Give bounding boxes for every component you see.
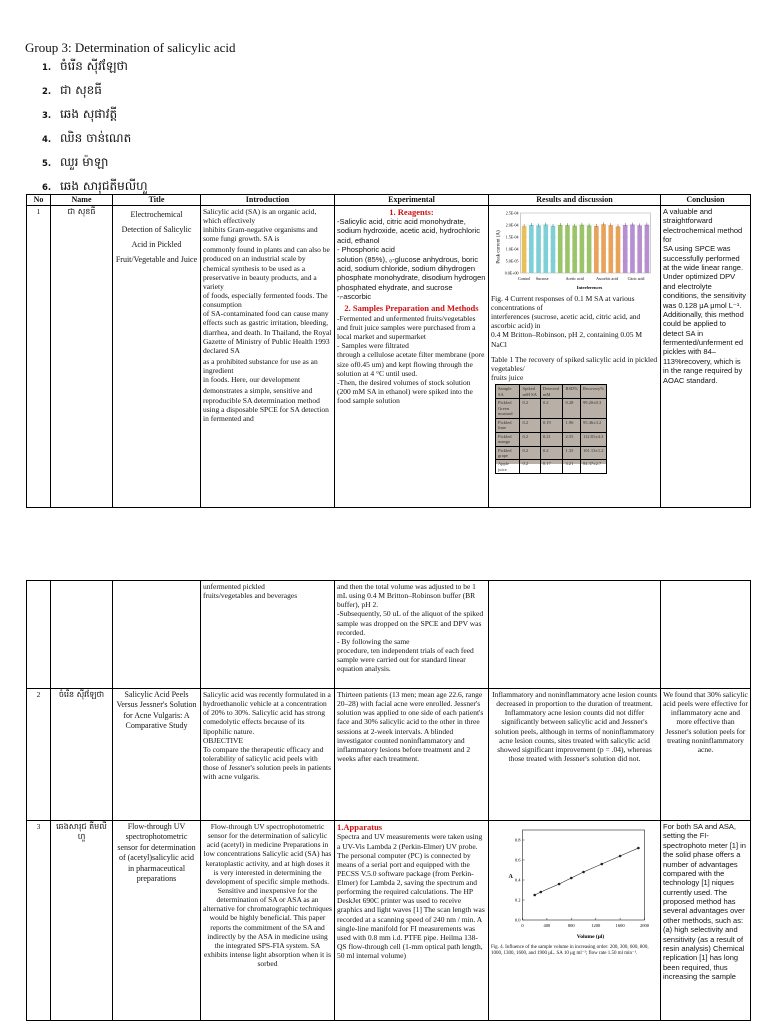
recovery-header: RSD% [563, 385, 581, 399]
paper-title: Electrochemical Detection of Salicylic Acid in Pickled Fruit/Vegetable and Juice [113, 205, 201, 507]
figure-caption: Fig. 4. Influence of the sample volume in increasing order: 200, 300, 600, 800, 1000, 1300, 1600, and 1900 μL. SA 10 μg ml⁻¹; flow rate 1.50 ml min⁻¹. [491, 945, 649, 957]
recovery-table-photo [495, 384, 607, 472]
member-number: 1. [42, 63, 52, 73]
intro-paragraph: commonly found in plants and can also be produced on an industrial scale by chemical synthesis to be used as a preservative in beauty products, and a variety of foods, especially fermented foods. The consumption of SA-contaminated food can cause many effects such as gastric irritation, bleeding, diarrhea, and death. In Thailand, the Royal Gazette of Ministry of Public Health 1993 declared SA [203, 245, 332, 355]
x-tick-label: 1600 [615, 923, 625, 928]
interference-bar-chart [491, 207, 658, 291]
series-line [535, 848, 639, 895]
intro-text: Flow-through UV spectrophotometric sensor for the determination of salicylic acid (acetyl) in medicine Preparations in low concentrations Salicylic acid (SA) has keratoplastic activity, and at high doses it is very interested in determining the development of specific simple methods. Sensitive and inexpensive for the determination of SA or ASA as an alternative for chromatographic techniques would be highly beneficial. This paper reports the commitment of the SA and indirectly by the ASA in medicine using the integrated SPS-FIA system. SA exhibits intense light absorption when it is sorbed [203, 822, 332, 969]
x-tick-label: 800 [567, 923, 575, 928]
member-item [25, 128, 148, 152]
results-cell [489, 689, 661, 821]
member-name: ឆេង សារុជតីមលីហួ [60, 179, 148, 193]
bar [522, 226, 527, 273]
x-group-label: Ascorbic acid [596, 275, 619, 281]
header-no: No [27, 195, 51, 206]
intro-paragraph: Salicylic acid (SA) is an organic acid, which effectively inhibits Gram-negative organisms and some fungi growth. SA is [203, 206, 318, 244]
summary-table-part-2 [26, 580, 751, 1021]
table-caption: Table 1 The recovery of spiked salicylic acid in pickled vegetables/ fruits juice [491, 354, 658, 383]
bar [594, 226, 599, 273]
x-group-label: Acetic acid [565, 275, 584, 281]
experimental-continued: and then the total volume was adjusted to be 1 mL using 0.4 M Britton–Robinson buffer (BR buffer), pH 2. -Subsequently, 50 uL of the aliquot of the spiked sample was dropped on the SPCE and DPV was recorded. - By following the same procedure, ten independent trials of each feed sample were carried out for standard linear equation analysis. [337, 582, 484, 674]
member-name: ឈិន ចាន់ណេត [60, 131, 132, 145]
bar [623, 225, 628, 273]
author-name: ចំរើន ស៊ីវឡែថា [51, 689, 113, 821]
y-tick-label: 2.0E-04 [505, 222, 519, 228]
paper-title: Salicylic Acid Peels Versus Jessner's Solution for Acne Vulgaris: A Comparative Study [113, 689, 201, 821]
y-tick-label: 5.0E-05 [505, 258, 519, 264]
y-tick-label: 0.8 [514, 837, 521, 843]
x-tick-label: 0 [521, 923, 524, 928]
member-number: 5. [42, 159, 52, 169]
plot-frame [523, 830, 645, 920]
bar [637, 225, 642, 273]
methods-text: -Fermented and unfermented fruits/vegetables and fruit juice samples were purchased from a local market and supermarket - Samples were filtrated through a cellulose acetate filter membrane (pore size of0.45 um) and kept flowing through the solution at 4 °C until used. -Then, the desired volumes of stock solution (200 mM SA in ethanol) were spiked into the food sample solution [337, 313, 485, 406]
bar [565, 225, 570, 273]
bar-chart-ylabel: Peak current (A) [496, 230, 502, 264]
recovery-header: Spiked mM SA [520, 385, 540, 399]
intro-continued: unfermented pickled fruits/vegetables and beverages [203, 582, 298, 601]
member-number: 2. [42, 87, 52, 97]
experimental-cell [335, 689, 489, 821]
bar [558, 225, 563, 273]
member-number: 6. [42, 183, 52, 193]
x-tick-label: 2000 [640, 923, 649, 928]
group-title: Group 3: Determination of salicylic acid [25, 40, 236, 55]
recovery-header: Detected mM [540, 385, 563, 399]
bar [551, 226, 556, 273]
table-row [27, 821, 751, 1021]
recovery-row: Pickled mango 0.2 0.21 2.55 112.81±4.3 [496, 432, 607, 446]
line-chart-ylabel: A [508, 874, 513, 880]
member-list [25, 56, 148, 200]
introduction-cell [201, 821, 335, 1021]
bar [616, 226, 621, 273]
experimental-text: Spectra and UV measurements were taken using a UV-Vis Lambda 2 (Perkin-Elmer) UV probe. The personal computer (PC) is connected by means of a serial port and equipped with the PECSS V.5.0 software package (from Perkin-Elmer) for Lambda 2, saving the spectrum and performing the required calculations. The HP DeskJet 690C printer was used to receive graphics and light waves [1] The scan length was recorded at a scanning speed of 240 nm / min. A single-line manifold for FI measurements was used with 0.8 mm i.d. PTFE pipe. Heilma 138-QS flow-through cell (1-mm optical path length, 50 ml internal volume) [337, 832, 485, 961]
bar [608, 225, 613, 273]
x-group-label: Control [517, 275, 531, 281]
header-conclusion: Conclusion [661, 195, 751, 206]
results-cell [489, 821, 661, 1021]
table-header-row [27, 195, 751, 206]
bar [536, 225, 541, 273]
row-number: 1 [27, 205, 51, 507]
experimental-cell [335, 581, 489, 689]
recovery-row: Pickled grape 0.2 0.2 1.35 101.13±1.2 [496, 446, 607, 460]
experimental-text: Thirteen patients (13 men; mean age 22.6, range 20–28) with facial acne were enrolled. Jessner's solution was applied to one side of each patient's face and 30% salicylic acid to the other in three sessions at 2-week intervals. A blinded investigator counted noninflammatory and inflammatory lesions before treatment and 2 weeks after each treatment. [337, 690, 484, 763]
recovery-row: Pickled lime 0.2 0.19 1.96 95.46±3.2 [496, 418, 607, 432]
member-item [25, 56, 148, 80]
summary-table-part-1 [26, 194, 751, 508]
x-group-label: Sucrose [535, 275, 549, 281]
header-introduction: Introduction [201, 195, 335, 206]
y-tick-label: 0.2 [514, 897, 521, 903]
y-tick-label: 1.0E-04 [505, 246, 519, 252]
recovery-header: Sample SA [496, 385, 520, 399]
table-row-continued [27, 581, 751, 689]
conclusion-cell [661, 205, 751, 507]
results-text: Inflammatory and noninflammatory acne lesion counts decreased in proportion to the duration of treatment. Inflammatory acne lesion counts did not differ significantly between salicylic acid and Jessner's solution peels, although in terms of noninflammatory acne lesion counts, sites treated with salicylic acid showed significant improvement (p = .04), whereas those treated with Jessner's solution did not. [492, 690, 657, 763]
member-name: ចំរើន ស៊ីវឡែថា [60, 59, 128, 73]
introduction-cell [201, 581, 335, 689]
intro-paragraph: as a prohibited substance for use as an ingredient in foods. Here, our development [203, 357, 318, 385]
volume-absorbance-chart [491, 822, 658, 942]
member-item [25, 104, 148, 128]
reagents-text: -Salicylic acid, citric acid monohydrate, sodium hydroxide, acetic acid, hydrochloric acid, ethanol - Phosphoric acid solution (85%), ₀-glucose anhydrous, boric acid, sodium chloride, sodium dihydrogen phosphate monohydrate, disodium hydrogen phosphated ehydrate, and sucrose -ₗ-ascorbic [337, 217, 486, 302]
member-item [25, 152, 148, 176]
introduction-cell [201, 689, 335, 821]
reagents-heading: 1. Reagents: [389, 206, 434, 217]
x-tick-label: 400 [543, 923, 551, 928]
bar [587, 225, 592, 273]
bar [572, 225, 577, 272]
bar [529, 225, 534, 273]
data-point [558, 883, 561, 886]
bar [630, 224, 635, 272]
author-name: ឆេងសារុជ តីមលី ហួ [51, 821, 113, 1021]
conclusion-text: For both SA and ASA, setting the FI-spectrophoto meter [1] in the solid phase offers a number of advantages compared with the technology [1] niques currently used. The proposed method has several advantages over other methods, such as: (a) high selectivity and sensitivity (as a result of resin analysis) Chemical replication [1] has long been required, thus increasing the sample [663, 822, 746, 981]
row-number: 2 [27, 689, 51, 821]
introduction-cell [201, 205, 335, 507]
bar [645, 225, 650, 273]
header-results: Results and discussion [489, 195, 661, 206]
recovery-row: Apple juice 0.2 0.17 3.21 84.37±2.7 [496, 460, 607, 474]
member-name: ឆេង សុផាវត្តី [60, 107, 118, 121]
results-cell [489, 205, 661, 507]
header-title: Title [113, 195, 201, 206]
bar [543, 224, 548, 272]
author-name: ជា សុខធី [51, 205, 113, 507]
experimental-cell [335, 205, 489, 507]
recovery-table [495, 384, 607, 474]
paper-title: Flow-through UV spectrophotometric sensor for determination of (acetyl)salicylic acid in pharmaceutical preparations [113, 821, 201, 1021]
apparatus-heading: 1.Apparatus [337, 822, 383, 832]
recovery-header: Recovery% [580, 385, 606, 399]
y-tick-label: 2.5E-04 [505, 210, 519, 216]
table-row [27, 689, 751, 821]
x-tick-label: 1200 [591, 923, 601, 928]
bar [580, 225, 585, 273]
conclusion-cell [661, 821, 751, 1021]
conclusion-text: A valuable and straightforward electrochemical method for SA using SPCE was successfully performed at the wide linear range. Under optimized DPV and electrolyte conditions, the sensitivity was 0.128 μA μmol L⁻¹. Additionally, this method could be applied to detect SA in fermented/unferment ed pickles with 84–113%recovery, which is in the range required by AOAC standard. [663, 206, 746, 385]
data-point [601, 863, 604, 866]
x-group-label: Citric acid [627, 275, 645, 281]
data-point [619, 855, 622, 858]
member-name: ឈួរ ម៉ាឡា [60, 155, 109, 169]
conclusion-cell [661, 689, 751, 821]
member-name: ជា សុខធី [60, 83, 102, 97]
y-tick-label: 0.4 [514, 877, 521, 883]
data-point [570, 877, 573, 880]
data-point [637, 847, 640, 850]
table-row [27, 205, 751, 507]
figure-caption: Fig. 4 Current responses of 0.1 M SA at various concentrations of interferences (sucrose, acetic acid, citric acid, and ascorbic acid) in 0.4 M Britton–Robinson, pH 2, containing 0.05 M NaCl [491, 293, 643, 349]
conclusion-text: We found that 30% salicylic acid peels were effective for inflammatory acne and more effective than Jessner's solution peels for treating noninflammatory acne. [663, 690, 748, 754]
bar-chart-xlabel: Interferences [576, 284, 603, 290]
methods-heading: 2. Samples Preparation and Methods [344, 303, 479, 314]
member-number: 4. [42, 135, 52, 145]
intro-text: Salicylic acid was recently formulated in a hydroethanolic vehicle at a concentration of 20% to 30%. Salicylic acid has strong comedolytic effects because of its lipophilic nature. OBJECTIVE To compare the therapeutic efficacy and tolerability of salicylic acid peels with those of Jessner's solution peels in patients with acne vulgaris. [203, 690, 332, 782]
member-number: 3. [42, 111, 52, 121]
data-point [582, 871, 585, 874]
line-chart-xlabel: Volume (μl) [576, 934, 605, 940]
data-point [533, 894, 536, 897]
y-tick-label: 0.6 [514, 857, 521, 863]
row-number: 3 [27, 821, 51, 1021]
y-tick-label: 0.0 [514, 917, 521, 923]
bar [601, 224, 606, 273]
y-tick-label: 0.0E+00 [504, 270, 519, 276]
data-point [540, 891, 543, 894]
member-item [25, 80, 148, 104]
experimental-cell [335, 821, 489, 1021]
y-tick-label: 1.5E-04 [505, 234, 519, 240]
intro-paragraph: demonstrates a simple, sensitive and reproducible SA determination method using a disposable SPCE for SA detection in fermented and [203, 386, 329, 423]
header-name: Name [51, 195, 113, 206]
recovery-row: Pickled Green mustard 0.2 0.2 0.28 99.20±0.3 [496, 399, 607, 418]
header-experimental: Experimental [335, 195, 489, 206]
